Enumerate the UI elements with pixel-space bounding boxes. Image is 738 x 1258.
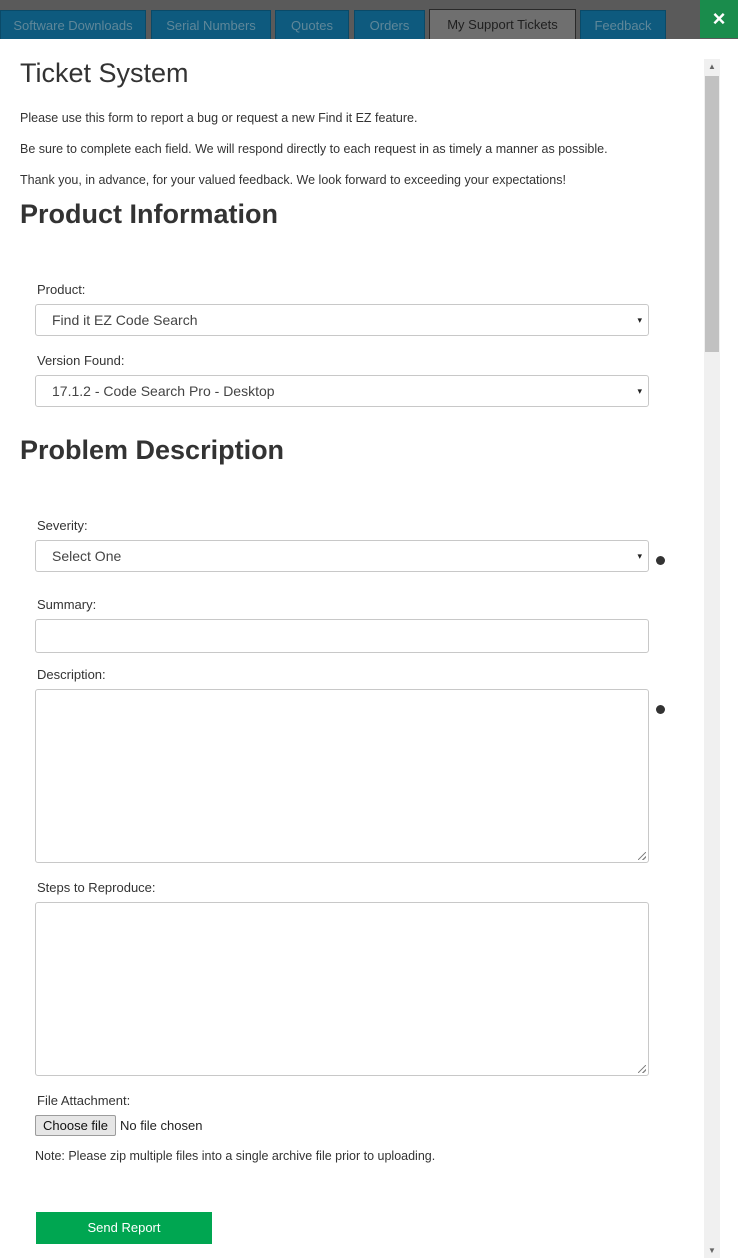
steps-to-reproduce-label: Steps to Reproduce:: [37, 880, 156, 895]
summary-input[interactable]: [35, 619, 649, 653]
resize-grip-icon[interactable]: [638, 852, 646, 860]
resize-grip-icon[interactable]: [638, 1065, 646, 1073]
ticket-modal: [0, 39, 738, 1258]
chevron-down-icon: ▾: [637, 551, 642, 561]
product-label: Product:: [37, 282, 86, 297]
steps-to-reproduce-textarea[interactable]: [35, 902, 649, 1076]
description-label: Description:: [37, 667, 106, 682]
summary-label: Summary:: [37, 597, 97, 612]
tab-orders: Orders: [354, 10, 425, 40]
severity-select[interactable]: [35, 540, 649, 572]
chevron-down-icon: ▾: [637, 315, 642, 325]
background-tab-strip: [0, 0, 738, 40]
scrollbar-thumb[interactable]: [705, 76, 719, 352]
scroll-down-icon[interactable]: ▼: [708, 1246, 716, 1255]
intro-line-3: Thank you, in advance, for your valued feedback. We look forward to exceeding your expectations!: [20, 173, 566, 187]
description-textarea[interactable]: [35, 689, 649, 863]
intro-line-1: Please use this form to report a bug or request a new Find it EZ feature.: [20, 111, 418, 125]
intro-line-2: Be sure to complete each field. We will respond directly to each request in as timely a manner as possible.: [20, 142, 608, 156]
problem-description-heading: Problem Description: [20, 435, 285, 465]
choose-file-button[interactable]: Choose file: [35, 1115, 116, 1136]
chevron-down-icon: ▾: [637, 386, 642, 396]
tab-my-support-tickets: My Support Tickets: [429, 9, 576, 40]
send-report-button[interactable]: Send Report: [36, 1212, 212, 1244]
tab-feedback: Feedback: [580, 10, 666, 40]
tab-software-downloads: Software Downloads: [0, 10, 146, 40]
file-attachment-input: [35, 1115, 202, 1136]
severity-select-value: Select One: [52, 548, 122, 564]
version-found-select[interactable]: [35, 375, 649, 407]
product-select[interactable]: [35, 304, 649, 336]
scroll-up-icon[interactable]: ▲: [708, 62, 716, 71]
close-modal-button[interactable]: [700, 0, 738, 38]
file-attachment-label: File Attachment:: [37, 1093, 131, 1108]
version-select-value: 17.1.2 - Code Search Pro - Desktop: [52, 383, 275, 399]
severity-label: Severity:: [37, 518, 88, 533]
file-status: No file chosen: [120, 1118, 203, 1133]
vertical-scrollbar[interactable]: [704, 59, 720, 1258]
product-select-value: Find it EZ Code Search: [52, 312, 198, 328]
page-title: Ticket System: [20, 58, 189, 88]
product-information-heading: Product Information: [20, 199, 278, 229]
tab-serial-numbers: Serial Numbers: [151, 10, 271, 40]
attachment-note: Note: Please zip multiple files into a single archive file prior to uploading.: [35, 1149, 436, 1163]
required-indicator-icon: [656, 705, 665, 714]
required-indicator-icon: [656, 556, 665, 565]
version-found-label: Version Found:: [37, 353, 125, 368]
close-icon: ×: [712, 6, 726, 31]
tab-quotes: Quotes: [275, 10, 349, 40]
